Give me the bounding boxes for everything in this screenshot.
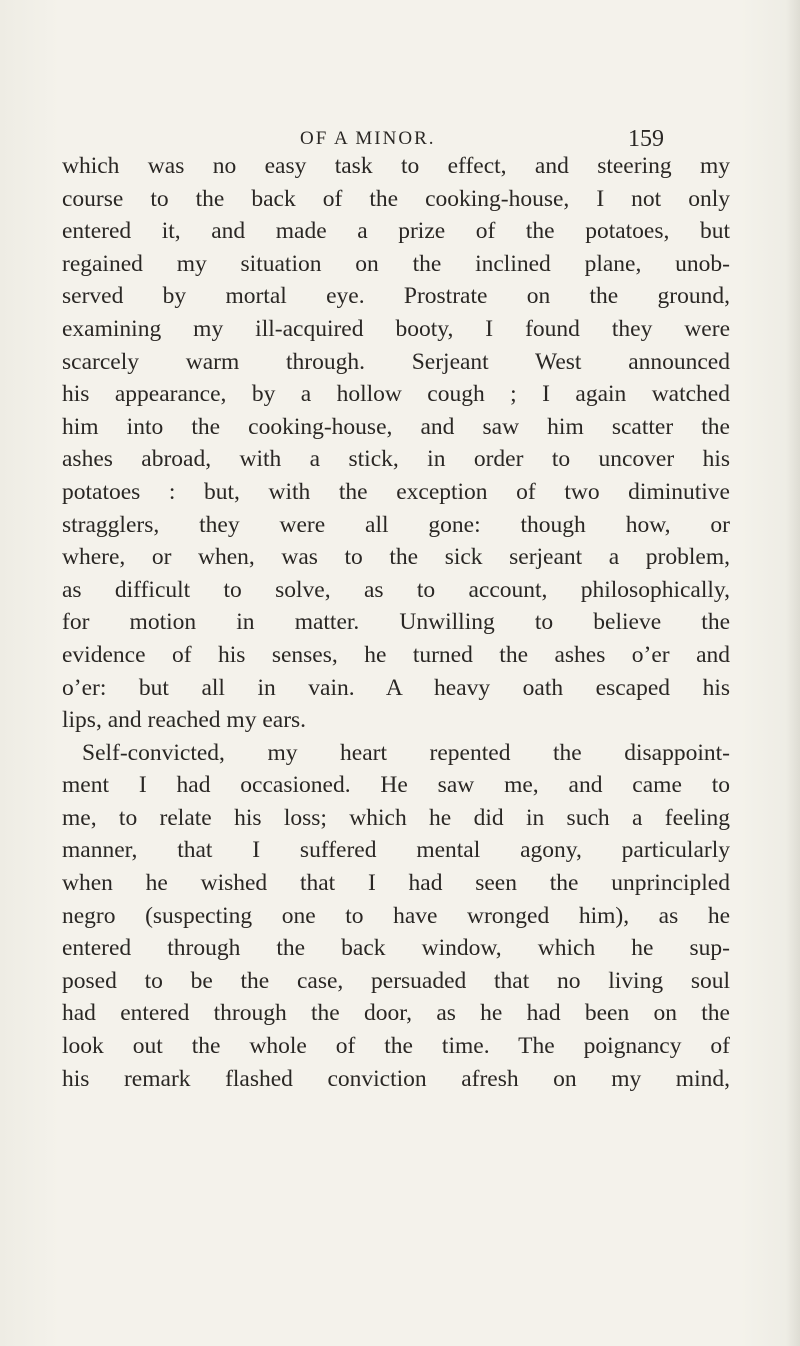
- text-line: for motion in matter. Unwilling to believe the: [62, 609, 730, 636]
- body-text: [62, 150, 730, 1095]
- text-line: served by mortal eye. Prostrate on the ground,: [62, 283, 730, 310]
- text-line: entered it, and made a prize of the potatoes, but: [62, 218, 730, 245]
- text-line: regained my situation on the inclined plane, unob-: [62, 250, 730, 277]
- text-line: potatoes : but, with the exception of two diminutive: [62, 478, 730, 505]
- text-line: his remark flashed conviction afresh on my mind,: [62, 1065, 730, 1092]
- text-line: negro (suspecting one to have wronged him), as he: [62, 902, 730, 929]
- text-line: look out the whole of the time. The poignancy of: [62, 1033, 730, 1060]
- text-line: when he wished that I had seen the unprincipled: [62, 870, 730, 897]
- text-line: his appearance, by a hollow cough ; I again watched: [62, 381, 730, 408]
- text-line: posed to be the case, persuaded that no living soul: [62, 967, 730, 994]
- paragraph-start-line: Self-convicted, my heart repented the disappoint-: [82, 739, 730, 766]
- text-line: ashes abroad, with a stick, in order to uncover his: [62, 446, 730, 473]
- text-line: evidence of his senses, he turned the ashes o’er and: [62, 641, 730, 668]
- text-line: me, to relate his loss; which he did in such a feeling: [62, 804, 730, 831]
- text-line: o’er: but all in vain. A heavy oath escaped his: [62, 674, 730, 701]
- page-number: 159: [628, 126, 664, 152]
- text-line: him into the cooking-house, and saw him scatter the: [62, 413, 730, 440]
- text-line: course to the back of the cooking-house, I not only: [62, 185, 730, 212]
- text-line: stragglers, they were all gone: though how, or: [62, 511, 730, 538]
- paragraph-end-line: lips, and reached my ears.: [62, 707, 307, 734]
- text-line: ment I had occasioned. He saw me, and came to: [62, 772, 730, 799]
- text-line: examining my ill-acquired booty, I found they were: [62, 315, 730, 342]
- text-line: which was no easy task to effect, and steering my: [62, 153, 730, 179]
- text-line: as difficult to solve, as to account, philosophically,: [62, 576, 730, 603]
- text-line: where, or when, was to the sick serjeant a problem,: [62, 544, 730, 571]
- text-line: scarcely warm through. Serjeant West announced: [62, 348, 730, 375]
- running-head: OF A MINOR.: [300, 128, 436, 149]
- text-line: had entered through the door, as he had been on the: [62, 1000, 730, 1027]
- page-edge-shadow: [786, 0, 800, 1346]
- text-line: manner, that I suffered mental agony, particularly: [62, 837, 730, 864]
- text-line: entered through the back window, which he sup-: [62, 935, 730, 962]
